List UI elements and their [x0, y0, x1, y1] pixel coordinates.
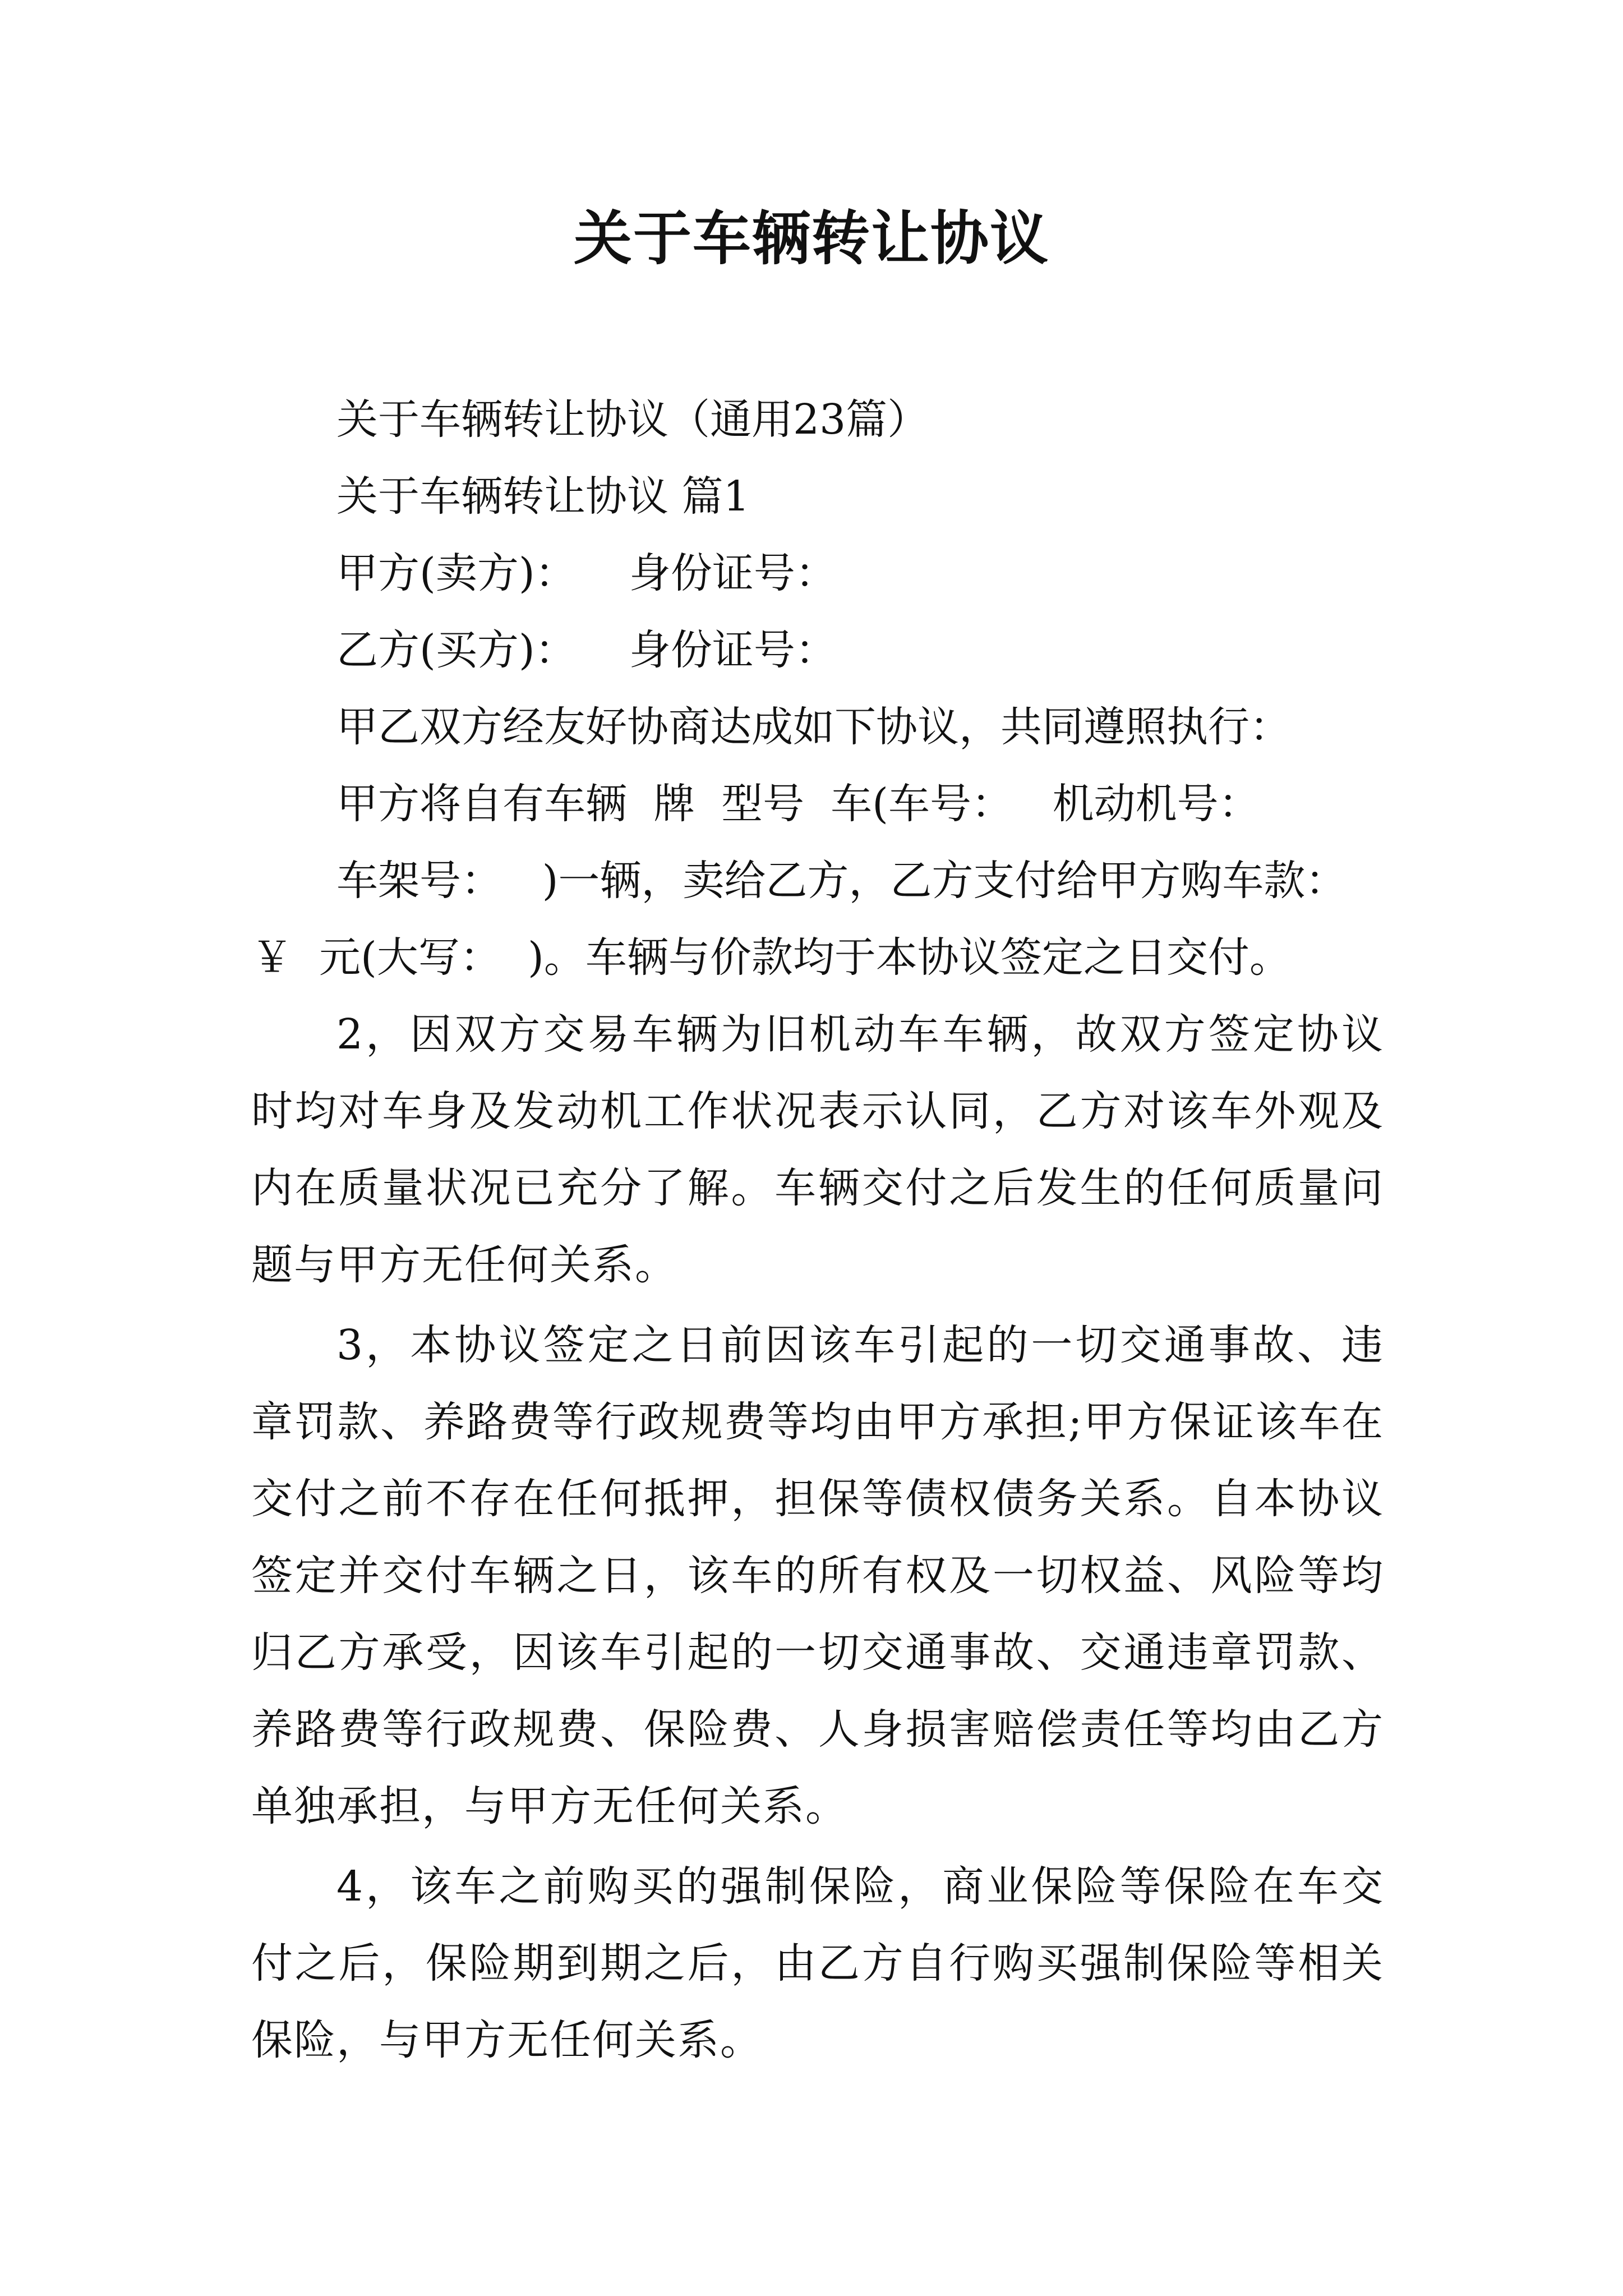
- clause-1-line-3: ￥ 元(大写： )。车辆与价款均于本协议签定之日交付。: [251, 933, 1291, 982]
- clause-1-line-1: 甲方将自有车辆 牌 型号 车(车号： 机动机号：: [336, 780, 1260, 828]
- clause-2-paragraph: 2，因双方交易车辆为旧机动车车辆，故双方签定协议时均对车身及发动机工作状况表示认同，乙方对该车外观及内在质量状况已充分了解。车辆交付之后发生的任何质量问题与甲方无任何关系。: [251, 1010, 1384, 1289]
- document-title: 关于车辆转让协议: [573, 204, 1049, 273]
- clause-3-paragraph: 3，本协议签定之日前因该车引起的一切交通事故、违章罚款、养路费等行政规费等均由甲方承担;甲方保证该车在交付之前不存在任何抵押，担保等债权债务关系。自本协议签定并交付车辆之日，该车的所有权及一切权益、风险等均归乙方承受，因该车引起的一切交通事故、交通违章罚款、养路费等行政规费、保险费、人身损害赔偿责任等均由乙方单独承担，与甲方无任何关系。: [251, 1321, 1384, 1830]
- clause-4-paragraph: 4，该车之前购买的强制保险，商业保险等保险在车交付之后，保险期到期之后，由乙方自行购买强制保险等相关保险，与甲方无任何关系。: [251, 1862, 1384, 2064]
- chapter-heading: 关于车辆转让协议 篇1: [336, 472, 750, 521]
- document-body: [251, 381, 1384, 2079]
- party-a-line: 甲方(卖方)： 身份证号：: [336, 549, 837, 597]
- clause-1-line-2: 车架号： )一辆，卖给乙方，乙方支付给甲方购车款：: [336, 857, 1347, 905]
- party-b-line: 乙方(买方)： 身份证号：: [336, 626, 837, 674]
- subtitle-line: 关于车辆转让协议（通用23篇）: [336, 395, 929, 444]
- intro-line: 甲乙双方经友好协商达成如下协议，共同遵照执行：: [336, 703, 1291, 751]
